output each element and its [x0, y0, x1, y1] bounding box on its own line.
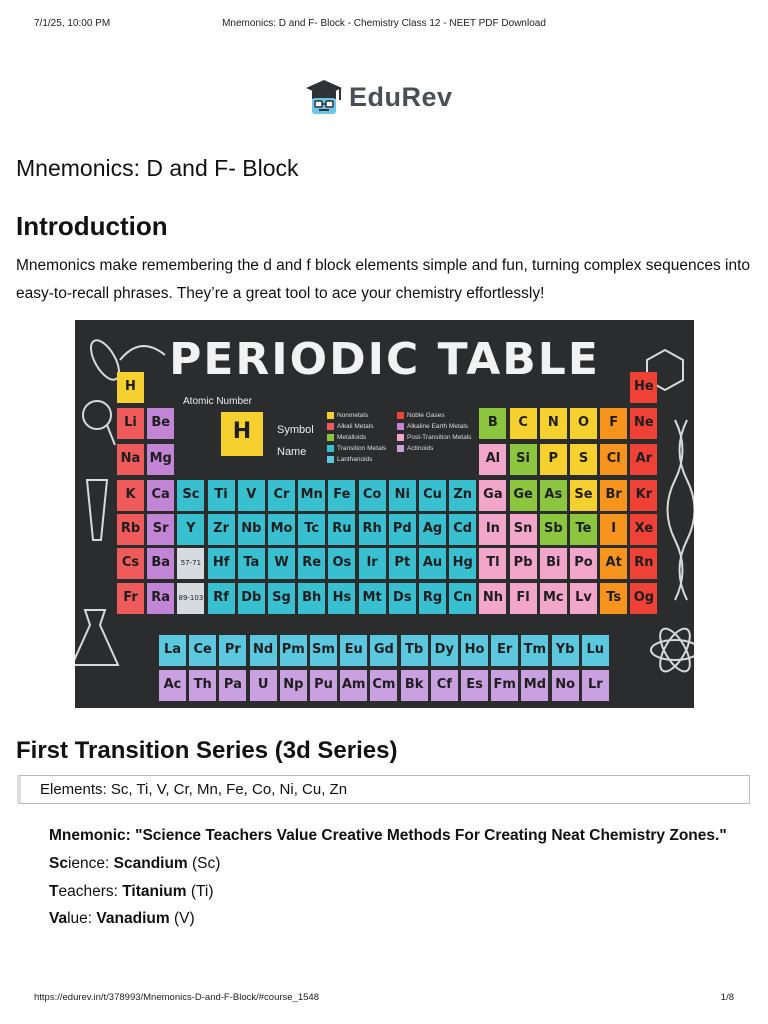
elements-callout: Elements: Sc, Ti, V, Cr, Mn, Fe, Co, Ni, Cu, Zn	[17, 775, 750, 804]
element-cell: Y	[177, 514, 204, 545]
element-cell: Yb	[552, 635, 579, 666]
element-cell: Tm	[521, 635, 548, 666]
periodic-table-image	[75, 320, 694, 708]
element-cell: Ga	[479, 480, 506, 511]
element-cell: Sr	[147, 514, 174, 545]
mnemonic-mapping-row: Teachers: Titanium (Ti)	[49, 883, 214, 900]
element-cell: Au	[419, 548, 446, 579]
element-cell: O	[570, 408, 597, 439]
element-cell: Lu	[582, 635, 609, 666]
element-cell: Bi	[540, 548, 567, 579]
element-cell: Er	[491, 635, 518, 666]
key-symbol-caption: Symbol	[277, 424, 314, 436]
element-cell: B	[479, 408, 506, 439]
element-cell: Sm	[310, 635, 337, 666]
element-cell: V	[238, 480, 265, 511]
mnemonic-sentence: Mnemonic: "Science Teachers Value Creative Methods For Creating Neat Chemistry Zones."	[49, 827, 727, 844]
element-cell: Xe	[630, 514, 657, 545]
element-cell: Db	[238, 583, 265, 614]
element-cell: Pu	[310, 670, 337, 701]
element-cell: U	[250, 670, 277, 701]
element-cell: Pr	[219, 635, 246, 666]
element-cell: I	[600, 514, 627, 545]
element-cell: N	[540, 408, 567, 439]
element-cell: Nh	[479, 583, 506, 614]
element-cell: Cr	[268, 480, 295, 511]
element-cell: Tb	[401, 635, 428, 666]
element-cell: Li	[117, 408, 144, 439]
element-cell: Sn	[510, 514, 537, 545]
element-cell: Ru	[328, 514, 355, 545]
element-cell: Cf	[431, 670, 458, 701]
print-datetime: 7/1/25, 10:00 PM	[34, 18, 111, 29]
element-cell: Cu	[419, 480, 446, 511]
element-cell: Pa	[219, 670, 246, 701]
element-cell: Hf	[208, 548, 235, 579]
element-cell: K	[117, 480, 144, 511]
element-cell: Fe	[328, 480, 355, 511]
element-cell: Bh	[298, 583, 325, 614]
element-cell: Ca	[147, 480, 174, 511]
element-cell: Tc	[298, 514, 325, 545]
legend-swatch	[397, 434, 404, 441]
graduation-cap-icon	[304, 78, 344, 116]
periodic-table-title: PERIODIC TABLE	[169, 334, 600, 385]
legend-swatch	[327, 456, 334, 463]
element-cell: Cn	[449, 583, 476, 614]
element-cell: Ni	[389, 480, 416, 511]
element-cell: Nb	[238, 514, 265, 545]
legend-item	[327, 445, 386, 452]
element-cell: Fl	[510, 583, 537, 614]
element-cell: Ac	[159, 670, 186, 701]
element-cell: Fr	[117, 583, 144, 614]
legend-label: Metalloids	[337, 434, 367, 442]
element-cell: Sc	[177, 480, 204, 511]
element-cell: Kr	[630, 480, 657, 511]
element-cell: W	[268, 548, 295, 579]
legend-swatch	[397, 445, 404, 452]
element-cell: Lr	[582, 670, 609, 701]
element-cell: Se	[570, 480, 597, 511]
element-cell: Ti	[208, 480, 235, 511]
element-cell: F	[600, 408, 627, 439]
element-cell: Ir	[359, 548, 386, 579]
legend-swatch	[327, 423, 334, 430]
element-cell: Na	[117, 444, 144, 475]
legend-label: Post-Transition Metals	[407, 434, 472, 442]
mnemonic-mapping-row: Value: Vanadium (V)	[49, 910, 195, 927]
element-cell: Dy	[431, 635, 458, 666]
element-cell: C	[510, 408, 537, 439]
element-cell: 89-103	[177, 583, 204, 614]
element-cell: Sb	[540, 514, 567, 545]
key-element-cell: H	[221, 412, 263, 456]
legend-swatch	[397, 423, 404, 430]
element-cell: Os	[328, 548, 355, 579]
element-cell: Fm	[491, 670, 518, 701]
element-cell: H	[117, 372, 144, 403]
element-cell: Mc	[540, 583, 567, 614]
legend-item	[397, 434, 471, 441]
element-cell: Cl	[600, 444, 627, 475]
element-cell: Rf	[208, 583, 235, 614]
element-cell: S	[570, 444, 597, 475]
element-cell: Cs	[117, 548, 144, 579]
legend-label: Actinoids	[407, 445, 434, 453]
element-cell: Mn	[298, 480, 325, 511]
element-cell: Mg	[147, 444, 174, 475]
element-cell: Bk	[401, 670, 428, 701]
element-cell: Zr	[208, 514, 235, 545]
element-cell: Pt	[389, 548, 416, 579]
element-cell: Es	[461, 670, 488, 701]
element-cell: Hs	[328, 583, 355, 614]
legend-label: Noble Gases	[407, 412, 445, 420]
element-cell: Ar	[630, 444, 657, 475]
legend-label: Transition Metals	[337, 445, 387, 453]
element-cell: Pd	[389, 514, 416, 545]
element-cell: Pm	[280, 635, 307, 666]
legend-label: Lanthanoids	[337, 456, 373, 464]
key-atomic-number-label: Atomic Number	[183, 396, 252, 407]
element-cell: As	[540, 480, 567, 511]
element-cell: Ge	[510, 480, 537, 511]
element-cell: Rn	[630, 548, 657, 579]
element-cell: Be	[147, 408, 174, 439]
mnemonic-mapping-row: Science: Scandium (Sc)	[49, 855, 221, 872]
element-cell: Hg	[449, 548, 476, 579]
element-cell: Zn	[449, 480, 476, 511]
element-cell: Ts	[600, 583, 627, 614]
introduction-text: Mnemonics make remembering the d and f block elements simple and fun, turning complex sequences into easy-to-recall phrases. They’re a great tool to ace your chemistry effortlessly!	[16, 257, 751, 302]
element-cell: Al	[479, 444, 506, 475]
legend-swatch	[327, 445, 334, 452]
element-cell: Eu	[340, 635, 367, 666]
element-cell: At	[600, 548, 627, 579]
element-cell: In	[479, 514, 506, 545]
element-cell: Lv	[570, 583, 597, 614]
element-cell: Mt	[359, 583, 386, 614]
element-cell: Sg	[268, 583, 295, 614]
element-cell: Th	[189, 670, 216, 701]
logo-wordmark: EduRev	[349, 81, 453, 112]
element-cell: Am	[340, 670, 367, 701]
element-cell: Pb	[510, 548, 537, 579]
element-cell: Si	[510, 444, 537, 475]
legend-item	[327, 412, 368, 419]
element-cell: Ce	[189, 635, 216, 666]
first-series-heading: First Transition Series (3d Series)	[16, 737, 398, 764]
element-cell: He	[630, 372, 657, 403]
element-cell: P	[540, 444, 567, 475]
edurev-logo[interactable]	[304, 78, 464, 116]
element-cell: Ag	[419, 514, 446, 545]
element-cell: La	[159, 635, 186, 666]
legend-item	[397, 423, 468, 430]
element-cell: Tl	[479, 548, 506, 579]
legend-swatch	[397, 412, 404, 419]
element-cell: Ne	[630, 408, 657, 439]
element-cell: Gd	[370, 635, 397, 666]
page-number: 1/8	[720, 992, 734, 1003]
legend-item	[327, 456, 372, 463]
element-cell: Te	[570, 514, 597, 545]
element-cell: Rh	[359, 514, 386, 545]
element-cell: 57-71	[177, 548, 204, 579]
element-cell: Ta	[238, 548, 265, 579]
element-cell: Nd	[250, 635, 277, 666]
element-cell: Np	[280, 670, 307, 701]
legend-item	[397, 445, 433, 452]
legend-label: Nonmetals	[337, 412, 369, 420]
element-cell: Rg	[419, 583, 446, 614]
print-page-title: Mnemonics: D and F- Block - Chemistry Class 12 - NEET PDF Download	[222, 18, 546, 29]
element-cell: Po	[570, 548, 597, 579]
element-cell: Og	[630, 583, 657, 614]
element-cell: Ho	[461, 635, 488, 666]
element-cell: Ds	[389, 583, 416, 614]
element-cell: Br	[600, 480, 627, 511]
legend-label: Alkaline Earth Metals	[407, 423, 469, 431]
legend-item	[327, 434, 366, 441]
legend-item	[397, 412, 445, 419]
element-cell: Cm	[370, 670, 397, 701]
document-title: Mnemonics: D and F- Block	[16, 155, 299, 181]
element-cell: Re	[298, 548, 325, 579]
legend-swatch	[327, 412, 334, 419]
element-cell: No	[552, 670, 579, 701]
element-cell: Mo	[268, 514, 295, 545]
element-cell: Ra	[147, 583, 174, 614]
key-name-caption: Name	[277, 446, 307, 458]
element-cell: Md	[521, 670, 548, 701]
legend-swatch	[327, 434, 334, 441]
element-cell: Cd	[449, 514, 476, 545]
legend-label: Alkali Metals	[337, 423, 374, 431]
element-cell: Rb	[117, 514, 144, 545]
page-url[interactable]: https://edurev.in/t/378993/Mnemonics-D-and-F-Block/#course_1548	[34, 992, 319, 1003]
element-cell: Co	[359, 480, 386, 511]
introduction-heading: Introduction	[16, 211, 168, 241]
element-cell: Ba	[147, 548, 174, 579]
legend-item	[327, 423, 373, 430]
